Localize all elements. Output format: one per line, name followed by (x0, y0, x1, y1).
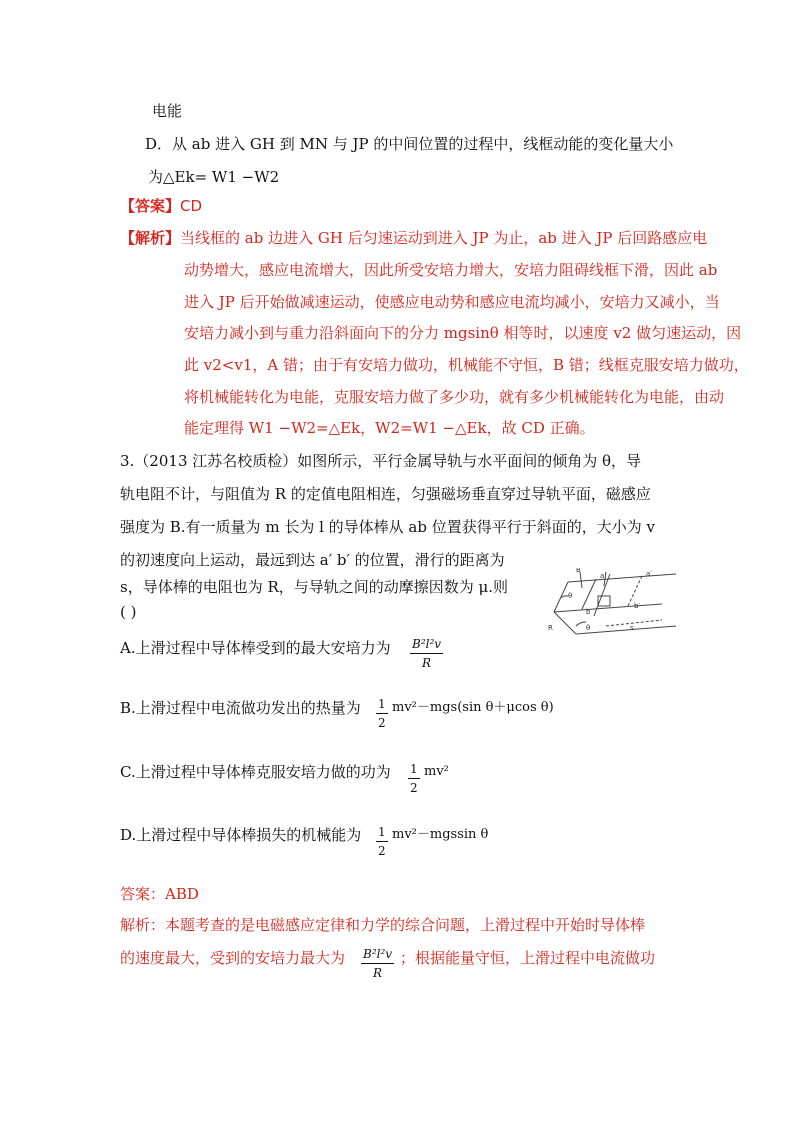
option-c: C.上滑过程中导体棒克服安培力做的功为 (120, 763, 391, 781)
answer-line: 答案：ABD (120, 885, 199, 903)
question-text: 3.（2013 江苏名校质检）如图所示，平行金属导轨与水平面间的倾角为 θ，导 (120, 452, 642, 470)
question-text: 轨电阻不计，与阻值为 R 的定值电阻相连，匀强磁场垂直穿过导轨平面，磁感应 (120, 485, 651, 503)
question-text: 的初速度向上运动，最远到达 a′ b′ 的位置，滑行的距离为 (120, 551, 505, 569)
answer-value: CD (180, 197, 203, 215)
analysis-text: 解析：本题考查的是电磁感应定律和力学的综合问题，上滑过程中开始时导体棒 (120, 916, 646, 934)
figure-label: a′ (646, 570, 652, 578)
option-b-tail: mv²－mgs(sin θ＋μcos θ) (392, 700, 554, 715)
figure-label: B (576, 568, 581, 574)
fraction-b2l2v-over-r: B²l²v R (412, 637, 442, 670)
analysis-text: 的速度最大，受到的安培力最大为 (120, 949, 346, 967)
answer-label: 【答案】 (120, 197, 181, 215)
analysis-text: 将机械能转化为电能，克服安培力做了多少功，就有多少机械能转化为电能，由动 (184, 388, 725, 406)
option-b: B.上滑过程中电流做功发出的热量为 (120, 699, 361, 717)
analysis-text: ；根据能量守恒，上滑过程中电流做功 (400, 949, 656, 967)
option-d-text: D．从 ab 进入 GH 到 MN 与 JP 的中间位置的过程中，线框动能的变化量大小 (145, 135, 674, 153)
option-d-tail: mv²－mgssin θ (392, 827, 489, 842)
analysis-label: 【解析】 (120, 229, 181, 247)
analysis-row (120, 228, 707, 248)
analysis-text: 动势增大，感应电流增大，因此所受安培力增大，安培力阻碍线框下滑，因此 ab (184, 261, 718, 279)
fraction-one-half: 1 2 (378, 697, 386, 730)
answer-blank: ( ) (120, 603, 137, 621)
text-line: 电能 (152, 102, 183, 120)
figure-label: R (548, 624, 553, 632)
fraction-one-half: 1 2 (410, 762, 418, 795)
analysis-text: 进入 JP 后开始做减速运动，使感应电动势和感应电流均减小，安培力又减小，当 (184, 293, 720, 311)
figure-label: b′ (634, 602, 641, 610)
figure-label: θ (568, 592, 573, 600)
analysis-text: 能定理得 W1 −W2=△Ek，W2=W1 −△Ek，故 CD 正确。 (184, 419, 595, 437)
answer-row (120, 196, 202, 216)
inclined-rails-figure (546, 568, 682, 644)
figure-label: s (630, 624, 634, 632)
figure-label: b (586, 608, 591, 616)
option-d: D.上滑过程中导体棒损失的机械能为 (120, 826, 362, 844)
figure-label: θ (586, 624, 591, 632)
figure-label: a (600, 572, 605, 580)
analysis-text: 安培力减小到与重力沿斜面向下的分力 mgsinθ 相等时，以速度 v2 做匀速运动，因 (184, 324, 742, 342)
analysis-text: 当线框的 ab 边进入 GH 后匀速运动到进入 JP 为止，ab 进入 JP 后回路感应电 (180, 229, 708, 247)
question-text: 强度为 B.有一质量为 m 长为 l 的导体棒从 ab 位置获得平行于斜面的，大小为 v (120, 518, 655, 536)
text-line: 为△Ek= W1 −W2 (148, 168, 280, 186)
analysis-text: 此 v2<v1，A 错；由于有安培力做功，机械能不守恒，B 错；线框克服安培力做功， (184, 356, 749, 374)
option-c-tail: mv² (424, 764, 449, 779)
fraction-one-half: 1 2 (378, 825, 386, 858)
option-a: A.上滑过程中导体棒受到的最大安培力为 (120, 639, 391, 657)
fraction-b2l2v-over-r: B²l²v R (363, 947, 393, 980)
question-text: s，导体棒的电阻也为 R，与导轨之间的动摩擦因数为 μ.则 (120, 578, 509, 596)
